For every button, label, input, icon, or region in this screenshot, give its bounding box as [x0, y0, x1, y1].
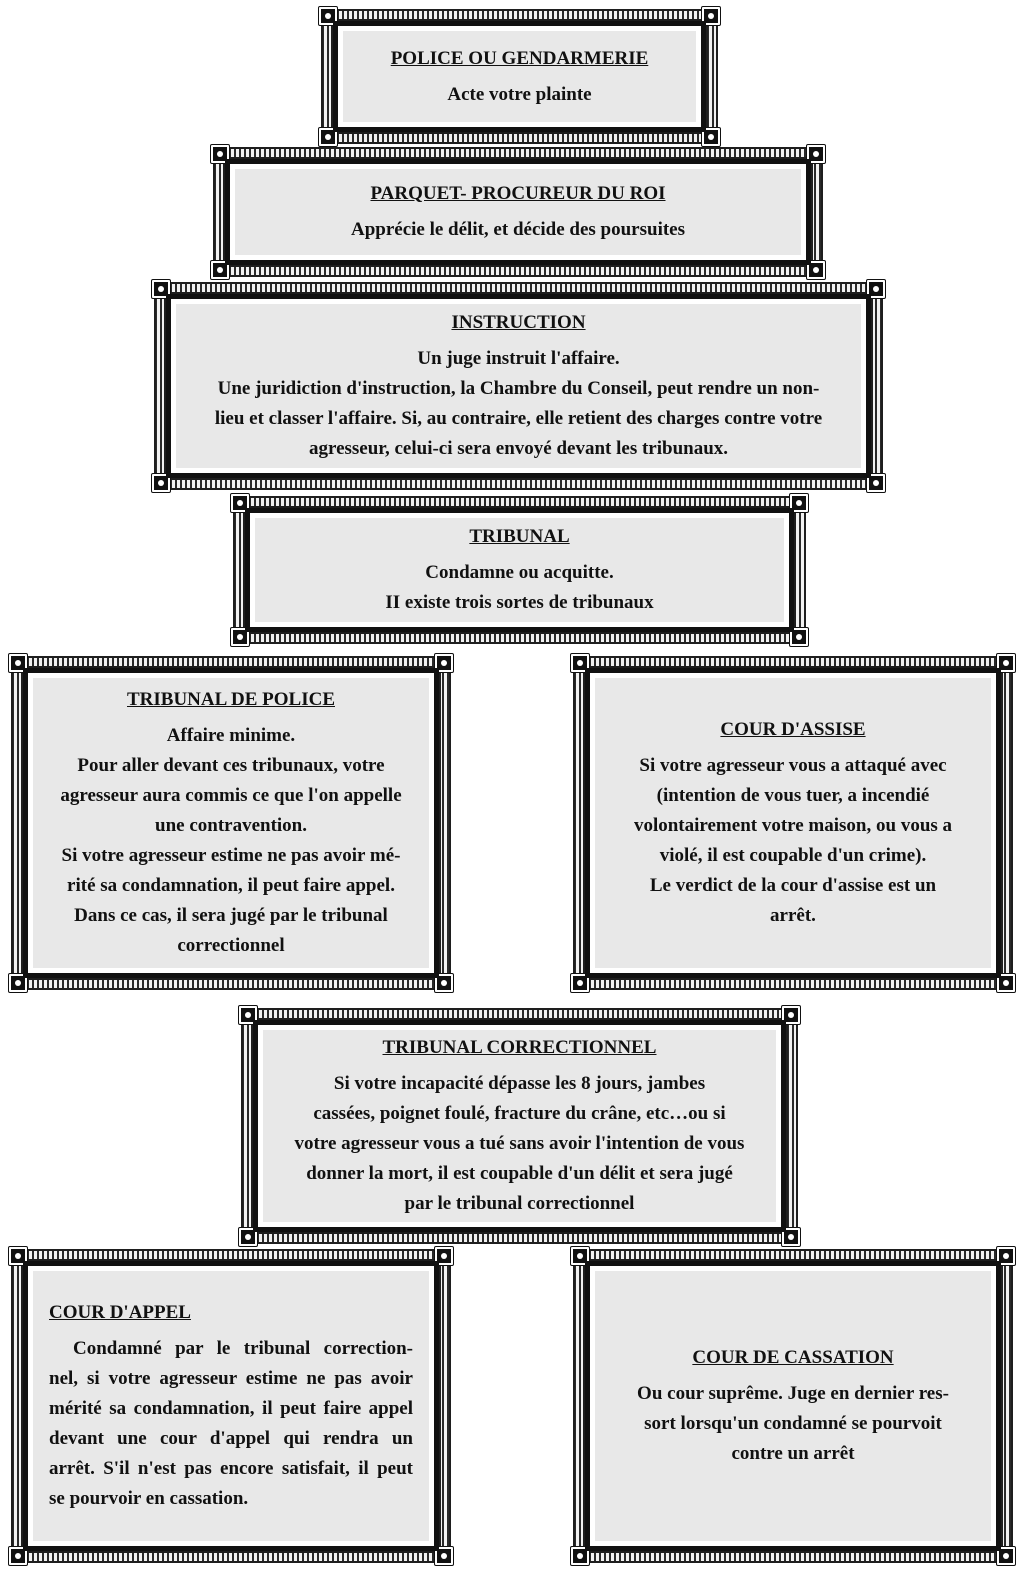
panel-tribunal — [255, 518, 784, 622]
box-text-line: Affaire minime. — [166, 725, 296, 746]
box-tribunal-police — [12, 657, 450, 989]
panel-parquet — [235, 169, 801, 255]
box-title: COUR D'ASSISE — [720, 719, 866, 740]
box-text-line: Acte votre plainte — [447, 83, 592, 105]
box-title: TRIBUNAL CORRECTIONNEL — [382, 1037, 657, 1058]
box-text-line: sort lorsqu'un condamné se pourvoit — [644, 1413, 942, 1434]
box-instruction — [155, 283, 882, 489]
box-cour-assise — [574, 657, 1012, 989]
box-title: COUR DE CASSATION — [692, 1347, 894, 1368]
box-text-line: arrêt. S'il n'est pas encore satisfait, il peut — [49, 1458, 413, 1479]
box-text-line: Dans ce cas, il sera jugé par le tribunal — [74, 905, 388, 926]
box-cour-appel — [12, 1250, 450, 1562]
box-text-line: votre agresseur vous a tué sans avoir l'intention de vous — [294, 1133, 745, 1154]
box-inner — [23, 668, 439, 978]
box-text-line: nel, si votre agresseur estime ne pas avoir — [49, 1368, 413, 1389]
box-text-line: Condamne ou acquitte. — [425, 562, 614, 583]
panel-tribunal-correctionnel — [263, 1030, 776, 1222]
box-text-line: donner la mort, il est coupable d'un délit et sera jugé — [306, 1163, 733, 1184]
box-text-line: Si votre agresseur vous a attaqué avec — [639, 755, 947, 776]
panel-instruction — [176, 304, 861, 468]
box-text-line: contre un arrêt — [731, 1443, 855, 1464]
box-inner — [585, 668, 1001, 978]
box-text-line: par le tribunal correctionnel — [404, 1193, 635, 1214]
box-text-line: agresseur, celui-ci sera envoyé devant les tribunaux. — [308, 438, 729, 459]
box-text-line: Si votre agresseur estime ne pas avoir mé- — [61, 845, 401, 866]
box-text-line: Le verdict de la cour d'assise est un — [649, 875, 937, 896]
box-tribunal — [234, 497, 805, 643]
box-text-line: une contravention. — [155, 815, 307, 836]
box-text-line: arrêt. — [770, 905, 816, 926]
box-inner — [23, 1261, 439, 1551]
box-text-line: correctionnel — [177, 935, 285, 956]
box-title: TRIBUNAL DE POLICE — [127, 689, 335, 710]
box-text-line: Condamné par le tribunal correction- — [73, 1338, 413, 1359]
box-text-line: Apprécie le délit, et décide des poursuites — [350, 219, 686, 240]
box-cour-cassation — [574, 1250, 1012, 1562]
box-title: INSTRUCTION — [451, 312, 586, 333]
box-police — [322, 10, 717, 143]
box-text-line: (intention de vous tuer, a incendié — [656, 785, 930, 806]
box-inner — [166, 294, 871, 478]
box-text-line: Ou cour suprême. Juge en dernier res- — [637, 1383, 949, 1404]
box-text-line: rité sa condamnation, il peut faire appel. — [67, 875, 395, 896]
box-text-line: Si votre incapacité dépasse les 8 jours, jambes — [333, 1073, 706, 1094]
box-text-line: II existe trois sortes de tribunaux — [385, 592, 654, 613]
box-inner — [253, 1020, 786, 1232]
box-text-line: violé, il est coupable d'un crime). — [659, 845, 927, 866]
box-inner — [245, 508, 794, 632]
box-text-line: agresseur aura commis ce que l'on appelle — [60, 785, 402, 806]
box-text-line: lieu et classer l'affaire. Si, au contraire, elle retient des charges contre votre — [214, 408, 823, 429]
box-title: TRIBUNAL — [469, 526, 570, 547]
box-text-line: Un juge instruit l'affaire. — [417, 348, 620, 369]
box-text-line: volontairement votre maison, ou vous a — [633, 815, 953, 836]
box-text-line: cassées, poignet foulé, fracture du crâne, etc…ou si — [313, 1103, 726, 1124]
panel-cour-appel — [33, 1271, 429, 1541]
panel-cour-assise — [595, 678, 991, 968]
box-text-line: Une juridiction d'instruction, la Chambre du Conseil, peut rendre un non- — [217, 378, 820, 399]
box-text-line: mérité sa condamnation, il peut faire appel — [49, 1398, 413, 1419]
box-text-line: se pourvoir en cassation. — [49, 1488, 249, 1509]
box-inner — [333, 21, 706, 132]
panel-police — [343, 31, 696, 122]
box-title: COUR D'APPEL — [49, 1302, 191, 1323]
box-text-line: devant une cour d'appel qui rendra un — [49, 1428, 413, 1449]
panel-cour-cassation — [595, 1271, 991, 1541]
box-title: PARQUET- PROCUREUR DU ROI — [370, 183, 666, 204]
box-inner — [585, 1261, 1001, 1551]
box-title: POLICE OU GENDARMERIE — [390, 47, 649, 69]
box-inner — [225, 159, 811, 265]
box-parquet — [214, 148, 822, 276]
panel-tribunal-police — [33, 678, 429, 968]
box-text-line: Pour aller devant ces tribunaux, votre — [77, 755, 385, 776]
box-tribunal-correctionnel — [242, 1009, 797, 1243]
